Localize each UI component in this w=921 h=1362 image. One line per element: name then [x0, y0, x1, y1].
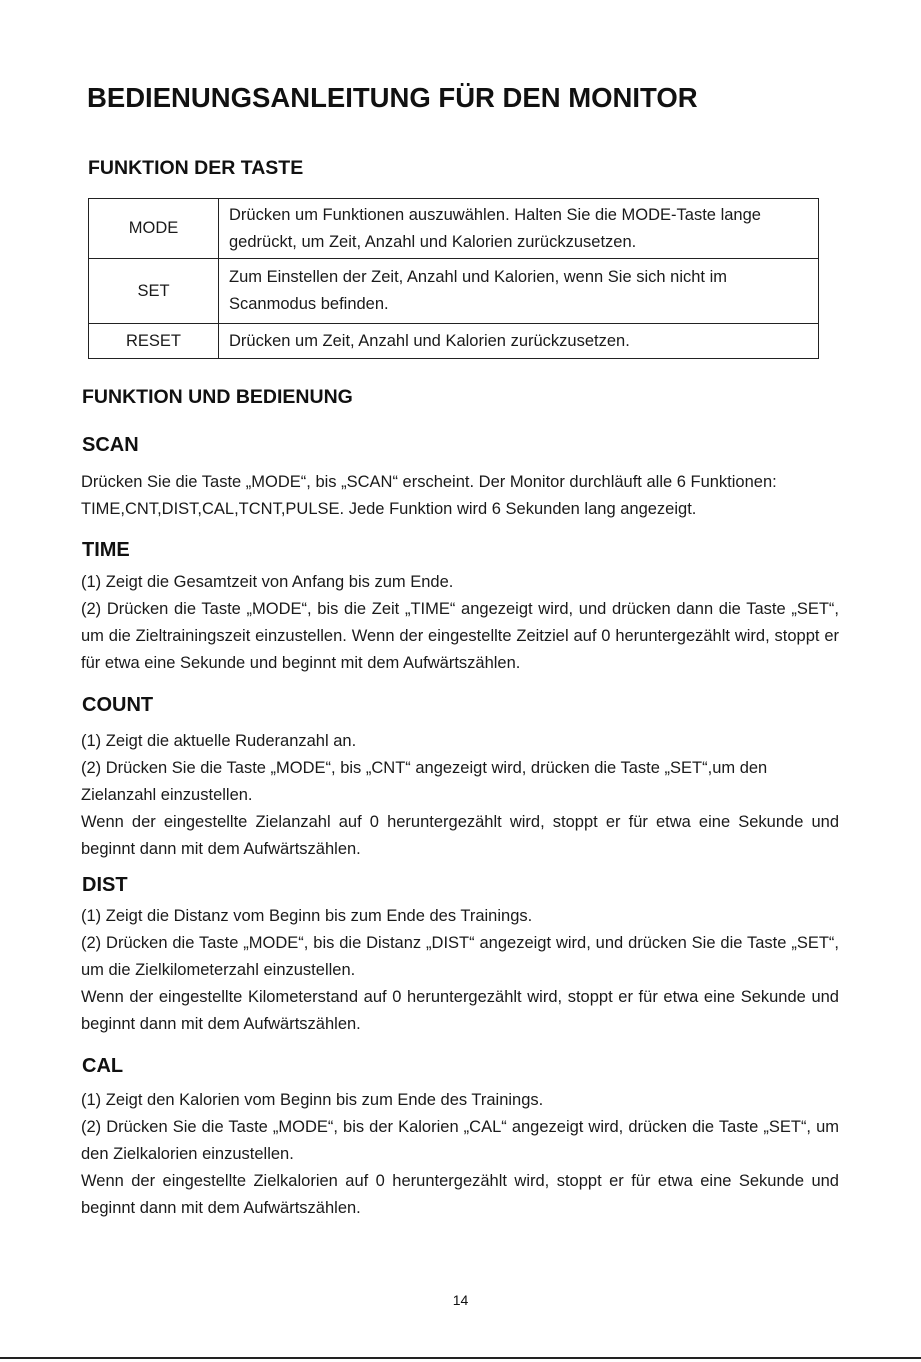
key-description-cell: Zum Einstellen der Zeit, Anzahl und Kalorien, wenn Sie sich nicht im Scanmodus befinden.	[219, 259, 819, 324]
scan-text	[81, 469, 839, 523]
cal-paragraph-3: Wenn der eingestellte Zielkalorien auf 0 heruntergezählt wird, stoppt er für etwa eine Sekunde und beginnt dann mit dem Aufwärtszählen.	[81, 1172, 839, 1217]
bottom-divider	[0, 1357, 921, 1359]
time-text	[81, 569, 839, 677]
dist-text	[81, 903, 839, 1038]
key-name-cell: RESET	[89, 324, 219, 359]
count-paragraph-2: (2) Drücken Sie die Taste „MODE“, bis „CNT“ angezeigt wird, drücken die Taste „SET“,um den Zielanzahl einzustellen.	[81, 759, 768, 804]
key-description-cell: Drücken um Zeit, Anzahl und Kalorien zurückzusetzen.	[219, 324, 819, 359]
count-heading: COUNT	[82, 694, 154, 716]
time-paragraph-2: (2) Drücken die Taste „MODE“, bis die Zeit „TIME“ angezeigt wird, und drücken dann die Taste „SET“, um die Zieltrainingszeit einzustellen. Wenn der eingestellte Zeitziel auf 0 heruntergezählt wird, stoppt er für etwa eine Sekunde und beginnt mit dem Aufwärtszählen.	[81, 600, 839, 672]
key-description-cell: Drücken um Funktionen auszuwählen. Halten Sie die MODE-Taste lange gedrückt, um Zeit, Anzahl und Kalorien zurückzusetzen.	[219, 199, 819, 259]
key-name-cell: SET	[89, 259, 219, 324]
time-paragraph-1: (1) Zeigt die Gesamtzeit von Anfang bis zum Ende.	[81, 573, 454, 591]
dist-paragraph-1: (1) Zeigt die Distanz vom Beginn bis zum Ende des Trainings.	[81, 907, 533, 925]
cal-heading: CAL	[82, 1055, 124, 1077]
count-text	[81, 728, 839, 863]
count-paragraph-1: (1) Zeigt die aktuelle Ruderanzahl an.	[81, 732, 357, 750]
page-number: 14	[452, 1292, 469, 1308]
cal-paragraph-1: (1) Zeigt den Kalorien vom Beginn bis zum Ende des Trainings.	[81, 1091, 544, 1109]
dist-paragraph-2: (2) Drücken die Taste „MODE“, bis die Distanz „DIST“ angezeigt wird, und drücken Sie die Taste „SET“, um die Zielkilometerzahl einzustellen.	[81, 934, 839, 979]
count-paragraph-3: Wenn der eingestellte Zielanzahl auf 0 heruntergezählt wird, stoppt er für etwa eine Sekunde und beginnt dann mit dem Aufwärtszählen.	[81, 813, 839, 858]
key-name-cell: MODE	[89, 199, 219, 259]
table-row	[89, 199, 819, 259]
operation-heading: FUNKTION UND BEDIENUNG	[82, 386, 353, 408]
table-row	[89, 259, 819, 324]
scan-heading: SCAN	[82, 434, 139, 456]
cal-text	[81, 1087, 839, 1222]
time-heading: TIME	[82, 539, 130, 561]
dist-paragraph-3: Wenn der eingestellte Kilometerstand auf 0 heruntergezählt wird, stoppt er für etwa eine Sekunde und beginnt dann mit dem Aufwärtszählen.	[81, 988, 839, 1033]
key-function-table	[88, 198, 819, 359]
page-title: BEDIENUNGSANLEITUNG FÜR DEN MONITOR	[87, 82, 698, 113]
keys-section-heading: FUNKTION DER TASTE	[88, 157, 304, 179]
cal-paragraph-2: (2) Drücken Sie die Taste „MODE“, bis der Kalorien „CAL“ angezeigt wird, drücken die Taste „SET“, um den Zielkalorien einzustellen.	[81, 1118, 839, 1163]
table-row	[89, 324, 819, 359]
scan-paragraph: Drücken Sie die Taste „MODE“, bis „SCAN“ erscheint. Der Monitor durchläuft alle 6 Funktionen: TIME,CNT,DIST,CAL,TCNT,PULSE. Jede Funktion wird 6 Sekunden lang angezeigt.	[81, 473, 777, 518]
dist-heading: DIST	[82, 874, 128, 896]
